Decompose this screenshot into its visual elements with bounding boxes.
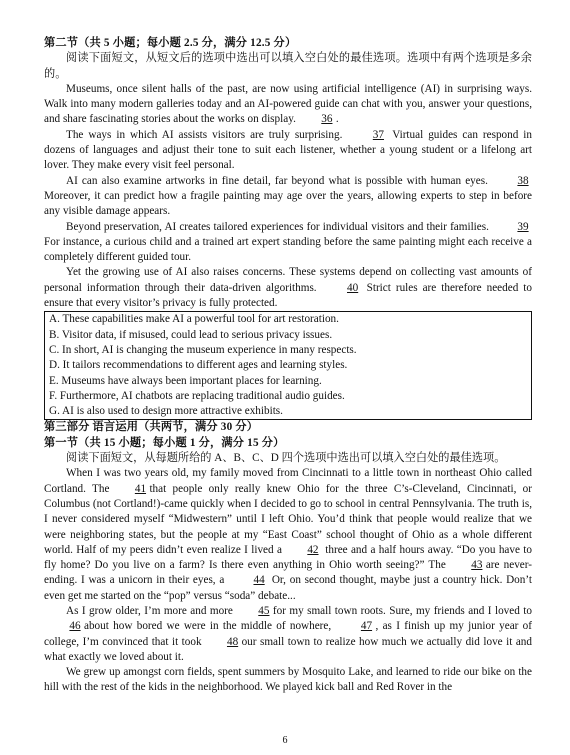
p3-text-b: Moreover, it can predict how a fragile painting may age over the years, allowing experts to step in before any visible damage appears. <box>44 189 532 218</box>
blank-41: 41 <box>134 482 147 495</box>
passage1-paragraph-2 <box>44 128 532 174</box>
blank-48: 48 <box>226 635 239 648</box>
q2-text-b: for my small town roots. Sure, my friends and I loved to <box>272 604 532 617</box>
passage2-paragraph-1 <box>44 466 532 604</box>
page-number: 6 <box>282 735 288 746</box>
blank-47: 47 <box>360 620 373 633</box>
option-c: C. In short, AI is changing the museum experience in many respects. <box>49 343 357 356</box>
passage1-paragraph-5 <box>44 265 532 311</box>
passage2-paragraph-3: We grew up amongst corn fields, spent summers by Mosquito Lake, and learned to ride our bike on the hill with the rest of the kids in the neighborhood. We played kick ball and Red Rover in the <box>44 666 532 694</box>
option-f: F. Furthermore, AI chatbots are replacing traditional audio guides. <box>49 389 345 402</box>
blank-43: 43 <box>471 559 483 572</box>
p3-text-a: AI can also examine artworks in fine detail, far beyond what is possible with human eyes. <box>66 174 488 187</box>
q2-text-e: our small town to realize how much we actually did love it and what exactly we loved about it. <box>44 635 532 663</box>
p5-text-a: Yet the growing use of AI also raises concerns. These systems depend on collecting vast amounts of personal information through their data-driven algorithms. <box>44 266 532 294</box>
p1-text: Museums, once silent halls of the past, are now using artificial intelligence (AI) in surprising ways. Walk into many modern galleries today and an AI-powered guide can chat with you, answer your questions, and share fascinating stories about the works on display. <box>44 82 532 126</box>
q2-text-a: As I grow older, I’m more and more <box>66 604 233 617</box>
q1-text-e: Or, on second thought, maybe just a country hick. Don’t even get me started on the “pop” versus “soda” debate... <box>44 574 533 602</box>
section2-heading: 第二节（共 5 小题；每小题 2.5 分，满分 12.5 分） <box>44 37 297 49</box>
p2-text-b: Virtual guides can respond in dozens of languages and adjust their tone to suit each listener, whether a young student or a lifelong art lover. They make every visit feel personal. <box>44 128 533 172</box>
option-b: B. Visitor data, if misused, could lead to serious privacy issues. <box>49 328 333 341</box>
p4-text-b: For instance, a curious child and a trained art expert standing before the same painting might each receive a completely different guided tour. <box>44 235 532 264</box>
option-e: E. Museums have always been important places for learning. <box>49 374 322 387</box>
p4-text-a: Beyond preservation, AI creates tailored experiences for individual visitors and their families. <box>66 220 489 233</box>
q1-text-d: are never-ending. I was a unicorn in their eyes, a <box>44 559 532 587</box>
blank-46: 46 <box>69 620 81 633</box>
part3-instructions: 阅读下面短文，从每题所给的 A、B、C、D 四个选项中选出可以填入空白处的最佳选项。 <box>66 452 506 465</box>
passage1-paragraph-1: Museums, once silent halls of the past, are now using artificial intelligence (AI) in surprising ways. Walk into many modern galleries today and an AI-powered guide can chat with you, answer your questions, and share fascinating stories about the works on display. 36 . <box>44 82 532 128</box>
page-content <box>44 36 532 696</box>
option-a: A. These capabilities make AI a powerful tool for art restoration. <box>49 313 339 326</box>
blank-38: 38 <box>517 174 529 187</box>
option-d: D. It tailors recommendations to different ages and learning styles. <box>49 359 348 372</box>
blank-40: 40 <box>347 281 359 294</box>
passage1-paragraph-3 <box>44 174 532 220</box>
q2-text-d: , as I finish up my junior year of college, I’m convinced that it took <box>44 620 533 648</box>
blank-39: 39 <box>517 220 529 233</box>
q1-text-b: that people only really knew Ohio for the three C’s-Cleveland, Cincinnati, or Columbus (not Cortland!)-came quickly when I decided to go to school in central Pennsylvania. The truth is, I never considered myself “Midwestern” until I left Ohio. You’d think that people would realize that we were neighboring states, but the people at my “East Coast” school thought of Ohio as a whole different world. Half of my peers didn’t even realize I lived a <box>44 482 532 556</box>
section2-instructions: 阅读下面短文，从短文后的选项中选出可以填入空白处的最佳选项。选项中有两个选项是多余的。 <box>44 52 532 80</box>
blank-44: 44 <box>253 574 265 587</box>
part3-heading: 第三部分 语言运用（共两节，满分 30 分） <box>44 421 259 434</box>
blank-45: 45 <box>258 604 270 617</box>
options-box <box>44 311 532 420</box>
q2-text-c: about how bored we were in the middle of nowhere, <box>84 620 332 633</box>
part3-sub-heading: 第一节（共 15 小题；每小题 1 分，满分 15 分） <box>44 436 285 449</box>
p2-text-a: The ways in which AI assists visitors are truly surprising. <box>66 128 343 141</box>
option-g: G. AI is also used to design more attractive exhibits. <box>49 405 283 418</box>
passage1-paragraph-4 <box>44 220 532 266</box>
q1-text-c: three and a half hours away. “Do you have to fly home? Do you live on a farm? Is there even anything in Ohio worth seeing?” The <box>44 543 532 572</box>
passage2-paragraph-2 <box>44 604 532 665</box>
blank-36: 36 <box>321 113 333 126</box>
q1-text-a: When I was two years old, my family moved from Cincinnati to a little town in northeast Ohio called Cortland. The <box>44 467 532 495</box>
blank-37: 37 <box>372 128 384 141</box>
p5-text-b: Strict rules are therefore needed to ensure that every visitor’s privacy is fully protected. <box>44 281 532 310</box>
blank-42: 42 <box>307 543 319 556</box>
